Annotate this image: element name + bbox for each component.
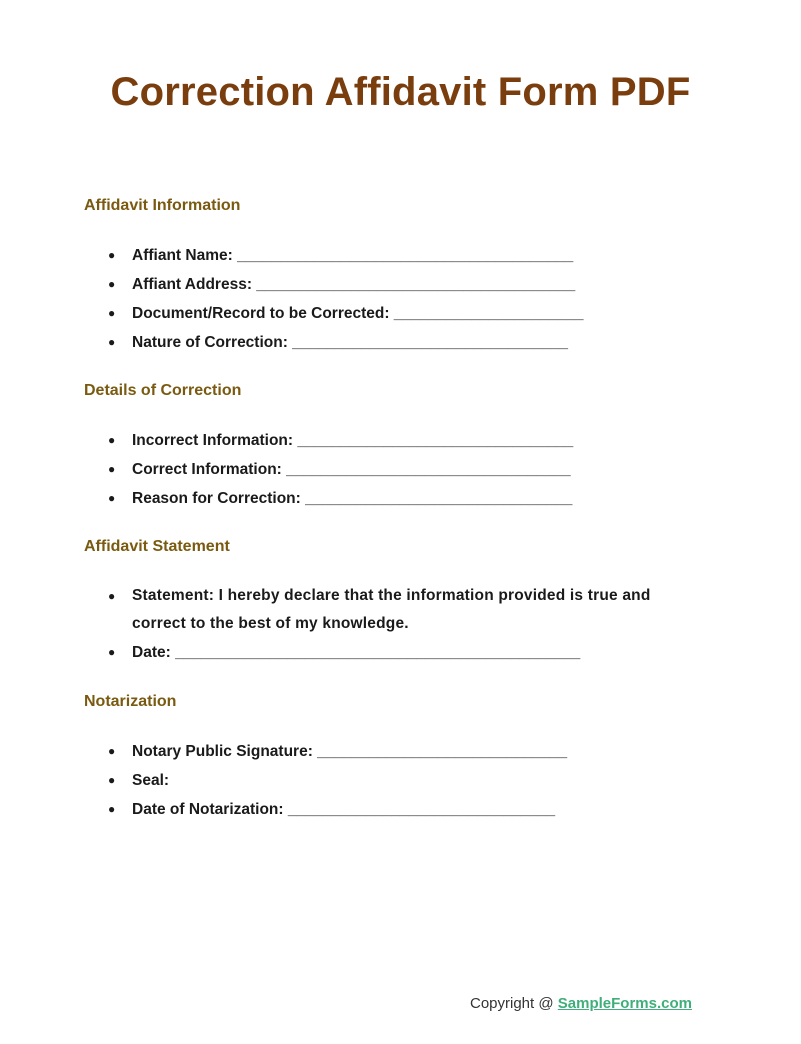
copyright-footer — [470, 995, 692, 1012]
field-label: Date of Notarization: _______________________________ — [132, 801, 556, 818]
affidavit-information-list — [0, 241, 801, 357]
copyright-prefix: Copyright @ — [470, 995, 558, 1012]
bullet-icon: ● — [108, 773, 116, 787]
page-title: Correction Affidavit Form PDF — [110, 70, 691, 114]
field-label: Affiant Address: _____________________________________ — [132, 276, 576, 293]
list-item — [0, 270, 692, 299]
bullet-icon: ● — [108, 335, 116, 349]
field-label: Date: _______________________________________________ — [132, 644, 581, 661]
field-label: Notary Public Signature: _____________________________ — [132, 743, 568, 760]
statement-text: Statement: I hereby declare that the information provided is true and correct to the best of my knowledge. — [132, 587, 651, 632]
list-item — [0, 737, 692, 766]
bullet-icon: ● — [108, 491, 116, 505]
field-label: Nature of Correction: ________________________________ — [132, 334, 569, 351]
bullet-icon: ● — [108, 589, 116, 603]
bullet-icon: ● — [108, 248, 116, 262]
list-item — [0, 484, 692, 513]
notarization-list — [0, 737, 801, 824]
field-label: Seal: — [132, 772, 170, 789]
bullet-icon: ● — [108, 462, 116, 476]
field-label: Incorrect Information: ________________________________ — [132, 432, 574, 449]
list-item — [0, 638, 692, 667]
section-heading-affidavit-statement: Affidavit Statement — [84, 538, 230, 555]
field-label: Affiant Name: _______________________________________ — [132, 247, 574, 264]
list-item — [0, 795, 692, 824]
list-item — [0, 455, 692, 484]
field-label: Document/Record to be Corrected: ______________________ — [132, 305, 584, 322]
section-heading-details-of-correction: Details of Correction — [84, 382, 242, 399]
section-heading-affidavit-information: Affidavit Information — [84, 197, 241, 214]
field-label: Correct Information: _________________________________ — [132, 461, 571, 478]
list-item — [0, 299, 692, 328]
affidavit-statement-list — [0, 582, 801, 667]
list-item — [0, 582, 667, 638]
bullet-icon: ● — [108, 744, 116, 758]
bullet-icon: ● — [108, 306, 116, 320]
list-item — [0, 426, 692, 455]
list-item — [0, 766, 692, 795]
list-item — [0, 241, 692, 270]
list-item — [0, 328, 692, 357]
field-label: Reason for Correction: _______________________________ — [132, 490, 573, 507]
section-heading-notarization: Notarization — [84, 693, 177, 710]
details-of-correction-list — [0, 426, 801, 513]
sampleforms-link[interactable]: SampleForms.com — [557, 995, 692, 1012]
bullet-icon: ● — [108, 802, 116, 816]
bullet-icon: ● — [108, 433, 116, 447]
bullet-icon: ● — [108, 277, 116, 291]
bullet-icon: ● — [108, 645, 116, 659]
